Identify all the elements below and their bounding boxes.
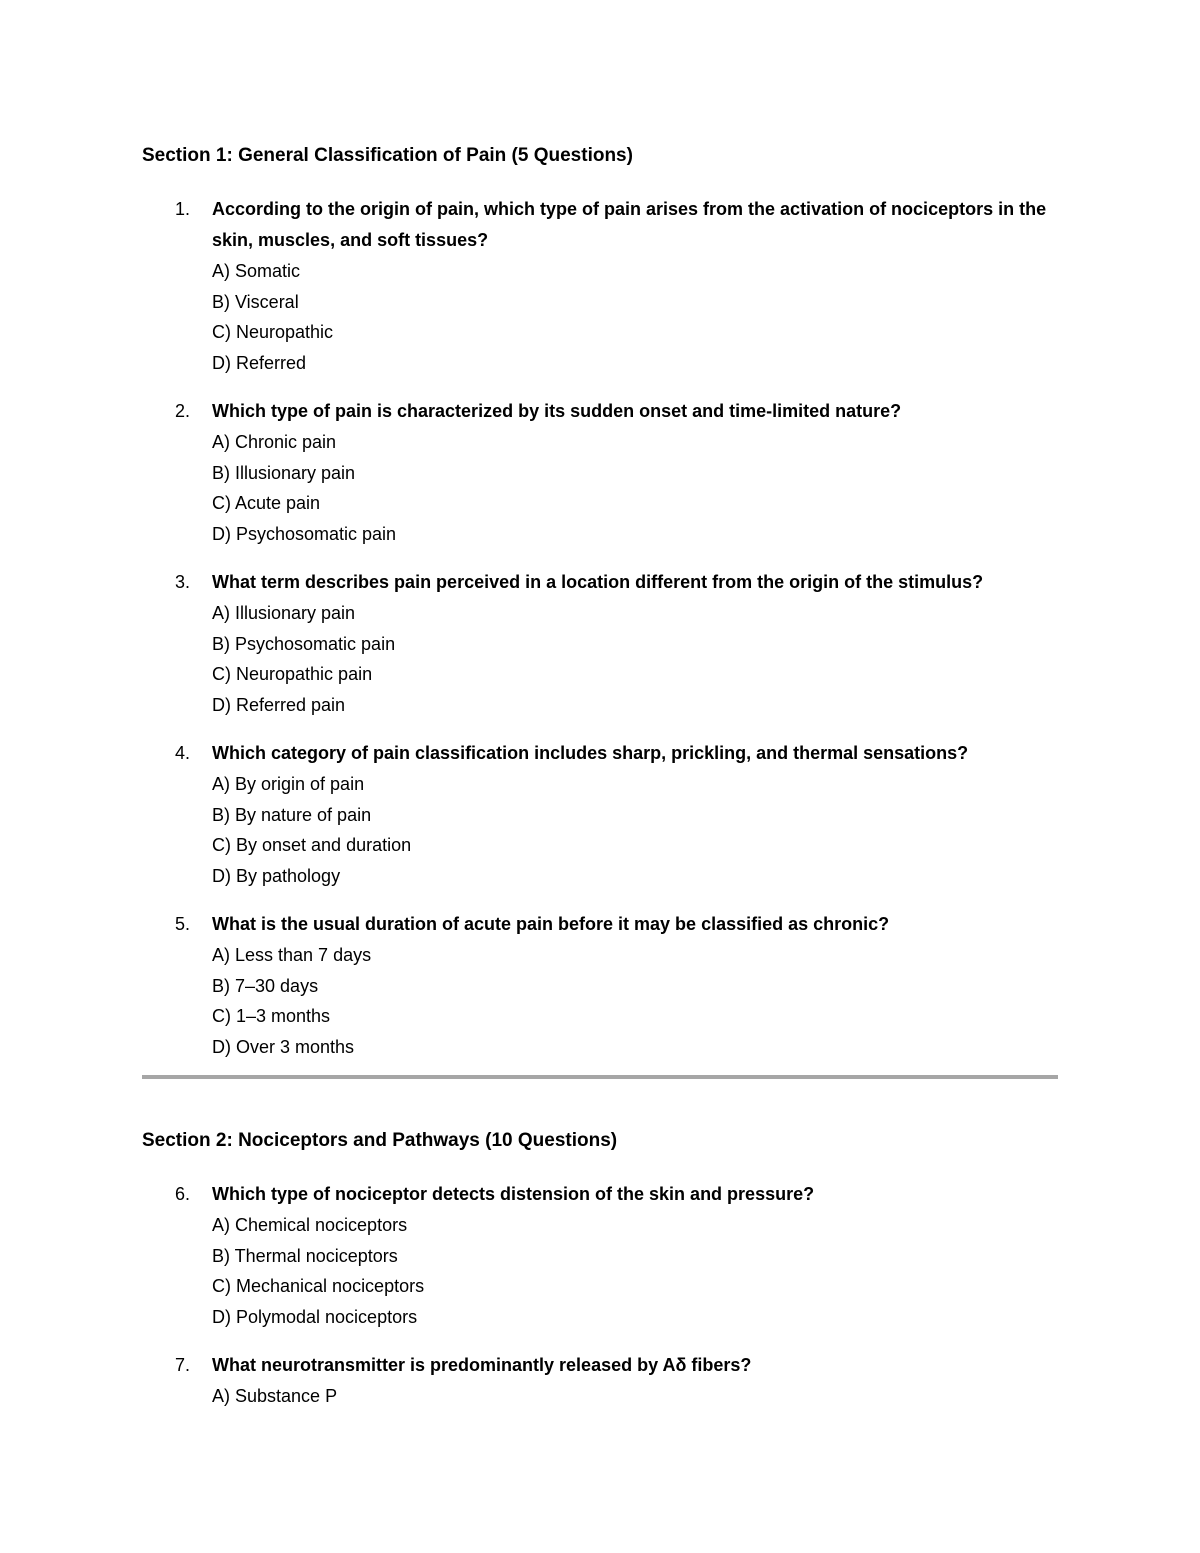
question-number: 5.: [175, 914, 191, 934]
option-list: [212, 769, 1058, 891]
option-d: D) Psychosomatic pain: [212, 523, 397, 544]
option-c: C) Neuropathic: [212, 322, 334, 342]
option-a: A) Somatic: [212, 261, 301, 281]
option-b: B) 7–30 days: [212, 975, 319, 996]
question-text: Which category of pain classification includes sharp, prickling, and thermal sensations?: [212, 743, 969, 763]
question-number: 3.: [175, 572, 191, 592]
option-list: [212, 427, 1058, 549]
option-c: C) 1–3 months: [212, 1006, 331, 1026]
option-a: A) Illusionary pain: [212, 603, 356, 623]
question-number: 6.: [175, 1184, 191, 1204]
option-a: A) Less than 7 days: [212, 945, 372, 965]
option-a: A) Substance P: [212, 1386, 338, 1406]
question-6: [175, 1179, 1058, 1332]
question-number: 2.: [175, 401, 191, 421]
question-1: [175, 194, 1058, 378]
option-d: D) Polymodal nociceptors: [212, 1306, 418, 1327]
option-b: B) Psychosomatic pain: [212, 633, 396, 654]
section-2: [142, 1129, 1058, 1412]
section-title: Section 1: General Classification of Pain (5 Questions): [142, 145, 633, 166]
option-c: C) Mechanical nociceptors: [212, 1276, 425, 1296]
option-list: [212, 256, 1058, 378]
option-a: A) By origin of pain: [212, 774, 365, 794]
option-d: D) Over 3 months: [212, 1036, 355, 1057]
option-d: D) Referred pain: [212, 694, 346, 715]
option-b: B) Thermal nociceptors: [212, 1245, 398, 1266]
question-number: 1.: [175, 199, 191, 219]
question-number: 4.: [175, 743, 191, 763]
option-a: A) Chemical nociceptors: [212, 1215, 408, 1235]
question-4: [175, 738, 1058, 891]
option-b: B) Visceral: [212, 291, 299, 312]
section-title: Section 2: Nociceptors and Pathways (10 Questions): [142, 1130, 618, 1151]
option-a: A) Chronic pain: [212, 432, 337, 452]
option-c: C) Acute pain: [212, 493, 321, 513]
question-2: [175, 396, 1058, 549]
question-text: What neurotransmitter is predominantly released by Aδ fibers?: [212, 1355, 752, 1375]
question-text: What is the usual duration of acute pain before it may be classified as chronic?: [212, 914, 890, 934]
option-c: C) Neuropathic pain: [212, 664, 373, 684]
option-list: [212, 598, 1058, 720]
option-c: C) By onset and duration: [212, 835, 412, 855]
option-d: D) Referred: [212, 352, 307, 373]
question-number: 7.: [175, 1355, 191, 1375]
option-list: [212, 1381, 1058, 1412]
section-1: [142, 144, 1058, 1062]
question-text: Which type of pain is characterized by its sudden onset and time-limited nature?: [212, 401, 902, 421]
question-3: [175, 567, 1058, 720]
option-b: B) Illusionary pain: [212, 462, 356, 483]
question-5: [175, 909, 1058, 1062]
question-7: [175, 1350, 1058, 1412]
horizontal-rule: [142, 1075, 1058, 1079]
question-text: Which type of nociceptor detects distension of the skin and pressure?: [212, 1184, 815, 1204]
option-b: B) By nature of pain: [212, 804, 372, 825]
option-d: D) By pathology: [212, 865, 341, 886]
question-text: According to the origin of pain, which type of pain arises from the activation of nociceptors in the skin, muscles, and soft tissues?: [212, 199, 1047, 250]
option-list: [212, 1210, 1058, 1332]
option-list: [212, 940, 1058, 1062]
question-text: What term describes pain perceived in a location different from the origin of the stimulus?: [212, 572, 984, 592]
